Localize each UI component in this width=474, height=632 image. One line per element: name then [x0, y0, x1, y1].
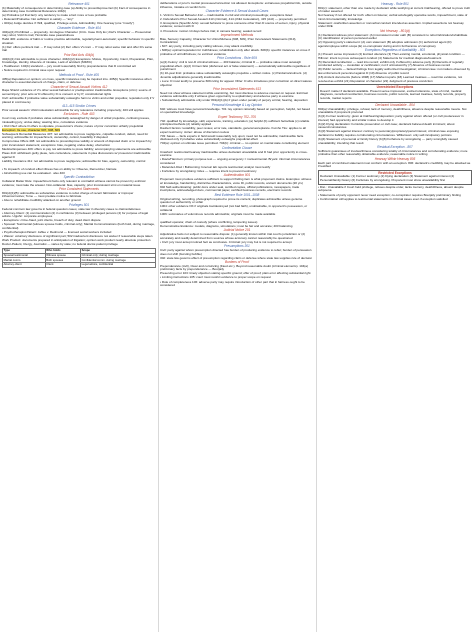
- outline-paragraph: • Forfeiture by wrongdoing: Giles — requires intent to prevent testimony: [160, 168, 257, 173]
- outline-paragraph: Daubert factors: testability, peer review, error rate, standards, general acceptance. Kumho Tire: applies to all expert testimony. Joiner: abuse of discretion review: [160, 126, 306, 134]
- section-heading: Authentication 901: [223, 173, 251, 178]
- outline-paragraph: • Civil: jury must accept noticed fact as conclusive. Criminal: jury may but is not required to accept: [160, 239, 292, 244]
- outline-paragraph: Rape Shield: evidence of V's other sexual behavior or predisposition inadmissible. Exceptions (crim): source of semen/injury; prior acts w/ D offered by D re consent or by P; constitutional rights: [2, 88, 152, 97]
- outline-column-middle: [160, 2, 314, 288]
- outline-paragraph: (b)(4) Statement of personal or family history (b)(6) Forfeiture by wrongdoing — party wrongfully caused unavailability, intending that result: [318, 137, 458, 145]
- outline-paragraph: 804(a) Unavailability: privilege, refusal, lack of memory, death/illness, absence despite reasonable means. Not unavailable if proponent procured: [318, 106, 467, 115]
- outline-paragraph: 4. Procedure: motion 14 days before trial; in camera hearing; sealed record: [160, 28, 262, 33]
- section-heading: Methods of Proof - Rule 405: [59, 72, 99, 77]
- section-heading: Specific Contradiction: [63, 175, 95, 180]
- section-heading: Declarant Unavailable - 804: [375, 102, 415, 107]
- column-divider: [158, 0, 159, 632]
- outline-paragraph: Adjudicative facts not subject to reasonable dispute: (1) generally known within trial court's jurisdiction or (2) accurately and readily determined from sources whose accuracy cannot reasonably be questioned: [160, 232, 306, 240]
- table-header: Who holds: [45, 248, 80, 253]
- section-heading: Judicial Notice 201: [223, 228, 251, 233]
- outline-paragraph: • Spousal: Testimonial (witness spouse holds, criminal only); Marital Communications (both hold, during marriage, confidential): [2, 222, 155, 230]
- table-cell: Attorney-client: [3, 263, 46, 268]
- outline-paragraph: • Huddleston: 104(b) standard — jury could reasonably find by preponderance that D committed act: [2, 64, 137, 69]
- outline-paragraph: Doctor-Patient, Clergy, Journalist — varies by state; no federal doctor-patient privilege: [2, 242, 118, 247]
- outline-paragraph: 801(c): statement, other than one made by declarant while testifying at current trial/hearing, offered to prove truth of matter asserted: [318, 5, 471, 14]
- outline-paragraph: Court may exclude if probative value substantially outweighed by danger of unfair prejudice, confusing issues, misleading jury, undue delay, wasting time, cumulative evidence: [2, 116, 150, 124]
- outline-paragraph: Demonstrative Evidence: models, diagrams, simulations; must be fair and accurate; 403 balancing: [160, 223, 293, 228]
- outline-column-right: [318, 2, 472, 202]
- outline-paragraph: 404(b)(1) Not admissible to prove character. 404(b)(2) Exceptions: Motive, Opportunity, Intent, Preparation, Plan, Knowledge, Identity, Absence of mistake, Lack of accident (MIMIC): [2, 56, 154, 65]
- section-heading: Character of Sexual Assault Victims 412: [50, 84, 108, 89]
- outline-paragraph: Bias, Sensory Capacity, Character for Untruthfulness (608, 609), Prior Inconsistent Statements (613), Contradiction: [160, 36, 297, 45]
- section-heading: Hearsay - Rule 801: [381, 1, 409, 6]
- section-heading: Personal Knowledge & Lay Opinion: [211, 102, 263, 107]
- outline-paragraph: • Exceptions: crime-fraud, joint clients, breach of duty, dead client dispute: [2, 218, 101, 223]
- table-cell: Spousal testimonial: [3, 253, 46, 258]
- outline-paragraph: • Relevant/Probative: Not sufficient to satisfy — "any": [2, 17, 74, 22]
- outline-paragraph: qualified operator, chain of custody (where conflicting, tampering issues): [160, 219, 258, 224]
- section-heading: Character Evidence - Rule 404: [57, 25, 101, 30]
- section-heading: Presumptions 301: [224, 244, 250, 249]
- outline-paragraph: 703: bases — facts experts in field would reasonably rely upon; need not be admissible; inadmissible facts disclosed only if probative value substantially outweighs prejudicial effect: [160, 133, 304, 142]
- section-heading: Expert Testimony 702–705: [218, 114, 256, 119]
- outline-paragraph: • Attorney-Client: (1) communication (2) in confidence (3) between privileged persons (4) for purpose of legal advice. Upjohn: corporate employees: [2, 210, 149, 219]
- outline-paragraph: • Notice required in criminal case upon request: [2, 68, 66, 73]
- outline-paragraph: Liability Insurance 411: not admissible to prove negligence; admissible for bias, agency, ownership, control: [2, 158, 146, 163]
- table-header: Scope: [81, 248, 156, 253]
- outline-paragraph: Original writing, recording, photograph required to prove its content; duplicates admissible unless genuine question of authenticity or unfair: [160, 196, 303, 205]
- outline-paragraph: (16) Ancient documents (before 1998) (17) Market reports (18) Learned treatises — read into evidence, not received as exhibit (21) Reputation of character (22) Judgment of previous conviction: [318, 74, 463, 83]
- outline-paragraph: 1004: other evidence OK if originals lost/destroyed (not bad faith), unobtainable, in opponent's possession, or collateral: [160, 204, 308, 212]
- outline-paragraph: deliberations or juror's mental processes/connection not allowed. Exceptions: extraneous prejudicial info, outside influence, mistake on verdict form: [160, 1, 312, 9]
- outline-paragraph: • Substantively admissible only under 801(d)(1)(A) if given under penalty of perjury at trial, hearing, deposition: [160, 98, 308, 103]
- outline-paragraph: 405(a) Reputation or opinion; on cross, specific instances may be inquired into. 405(b) Specific instances when character is essential element of charge, claim, or defense: [2, 76, 152, 85]
- box-title: Restricted Exceptions: [378, 170, 412, 175]
- outline-paragraph: (5) Recorded recollection — read into record; exhibit only if offered by adverse party (6) Records of regularly conducted activity — custodian or certification; not if untrustworthy (7) Absence of business record: [318, 59, 464, 68]
- table-header: Type: [3, 248, 46, 253]
- box-text: Doesn't matter if declarant available. Present sense impression, excited utterance, state of mind, medical diagnosis, recorded recollection, business records, public records, learned treatises, family records, property records, market reports: [320, 88, 466, 100]
- outline-paragraph: • Also to rehabilitate credibility attacked on another ground: [2, 198, 81, 203]
- outline-paragraph: Civil: party against whom presumption directed has burden of producing evidence to rebut; burden of persuasion does not shift (bursting bubble): [160, 247, 312, 256]
- section-heading: Prior Convictions - Rule 609: [217, 56, 257, 61]
- outline-paragraph: 704(a): opinion on ultimate issue permitted. 704(b): criminal — no opinion on mental state constituting element: [160, 141, 309, 146]
- table-cell: Client: [45, 263, 80, 268]
- outline-paragraph: 902 Self-authenticating: public docs under seal, certified copies, official publications, newspapers, trade inscriptions, acknowledged docs, commercial paper, certified business records, electronic records: [160, 184, 300, 193]
- exception-box: [318, 170, 472, 185]
- section-heading: Exclusions - Rule 403: [63, 112, 95, 117]
- outline-paragraph: (b)(2) Dying declaration: homicide prosecution or civil case; declarant believed death imminent; about cause/circumstances: [318, 121, 455, 130]
- outline-paragraph: (1) Present sense impression (2) Excited utterance (3) Then-existing mental, emotional, physical condition — Hillmon: intent to prove subsequent conduct (4) Statements for medical diagnosis/treatment: [318, 52, 465, 60]
- outline-paragraph: 702: qualified by knowledge, skill, experience, training, education; (a) helpful (b) sufficient facts/data (c) reliable principles/methods (d) reliably applied: [160, 118, 310, 127]
- outline-paragraph: Statement: oral/written assertion or nonverbal conduct intended as assertion. Implied assertions not hearsay under FRE: [318, 20, 464, 29]
- outline-paragraph: • Davis/Hammon: primary purpose test — ongoing emergency = nontestimonial. Bryant: informal circumstances considered: [160, 157, 311, 165]
- table-cell: Legal advice, confidential: [81, 263, 156, 268]
- table-cell: Marital comm.: [3, 258, 46, 263]
- box-text: Declarant Unavailable: (1) Former testimony (2) Dying declaration (3) Statement against interest (4) Personal/family history (6) Forfeiture by wrongdoing. Proponent must show unavailability first: [320, 174, 455, 182]
- outline-paragraph: (1) Def. offers pertinent trait → P may rebut (2) Def. offers V's trait → P may rebut same trait and offer D's same trait: [2, 44, 153, 53]
- outline-paragraph: Pleas 410: withdrawn guilty pleas, nolo contendere, statements in plea discussions w/ prosecutor inadmissible against D: [2, 151, 151, 159]
- section-heading: Impeachment Methods: [220, 32, 254, 37]
- outline-paragraph: • 608(a): opinion/reputation for truthfulness; rehabilitation only after attack. 608(b): specific instances on cross if probative of untruthfulness; no extrinsic evidence: [160, 48, 310, 56]
- outline-paragraph: Preserving error 103: timely objection stating specific ground; offer of proof; plain error affecting substantial right: [160, 271, 311, 276]
- outline-paragraph: Not hearsay if not offered for truth: effect on listener, verbal acts/legally operative words, impeachment, state of mind circumstantially, knowledge: [318, 13, 468, 21]
- outline-paragraph: Each part of combined statement must conform with an exception. 806: declarant's credibility may be attacked as if testified: [318, 160, 471, 169]
- outline-paragraph: • Luce: D must testify to preserve 609 ruling for appeal. Ohler: D who introduces prior conviction on direct waives objection: [160, 79, 312, 87]
- highlighted-text: Exception: Its use, character 607, 608, 609: [2, 127, 60, 132]
- outline-paragraph: • Dist.: Unavailable if Court held privilege, refuses despite order, lacks memory, death/illness, absent despite subpoena: [318, 184, 464, 193]
- outline-paragraph: • 404(a) Judge decides if: Will, qualified, Privilege exists, Admissibility, One hearsay (one "mostly"): [2, 21, 135, 26]
- outline-paragraph: • Confrontation still applies to testimonial statements in criminal cases even if exception satisfied: [318, 196, 448, 201]
- outline-paragraph: 801(d)(1)(B): admissible as substantive evidence to rebut charge of recent fabrication or improper influence/motive; Tome — must predate motive to fabricate: [2, 190, 134, 199]
- section-heading: Not Hearsay - 801(d): [380, 28, 410, 33]
- table-cell: Both spouses: [45, 258, 80, 263]
- outline-paragraph: • Limiting instructions 105: court must restrict evidence to proper scope on request: [160, 275, 271, 280]
- table-cell: Witness spouse: [45, 253, 80, 258]
- outline-paragraph: • 607: any party, including party calling witness, may attack credibility: [160, 44, 253, 49]
- outline-paragraph: Federal common law governs in federal question cases; state law in diversity cases re claims/defenses: [2, 206, 141, 211]
- outline-paragraph: Sufficient guarantees of trustworthiness considering totality of circumstances and corroborating evidence; more probative than other reasonably obtainable evidence; reasonable notice in writing: [318, 148, 468, 157]
- outline-paragraph: (b) Materiality of consequence in determining case (a) Ability to prove/disprove fact (b) Fact of consequence in determining case Conditional Relevance 104(b): [2, 5, 151, 14]
- outline-paragraph: • Waiver: voluntary disclosure of significant part; 502 inadvertent disclosure not waiver if reasonable steps taken: [2, 234, 153, 239]
- outline-paragraph: Habit 406: evidence of habit or routine practice admissible, regularity/semi-automatic; specific behavior in specific situation: [2, 37, 155, 45]
- box-title: Unrestricted Exceptions: [376, 85, 414, 90]
- exception-box: [318, 84, 472, 103]
- outline-column-left: [2, 2, 156, 269]
- outline-paragraph: 404(a)(1) Prohibited — propensity. 1st degree Character (Crim. Case Only Ex.) Def's Character — Prosecution may rebut; Victim's trait; Homicide case peacefulness: [2, 29, 152, 38]
- section-heading: Character Evidence & Sexual Assault Cases: [205, 8, 269, 13]
- outline-paragraph: • Melendez-Diaz / Bullcoming: forensic lab reports testimonial; analyst must testify: [160, 164, 271, 169]
- outline-paragraph: (a)(1) Felony: civil & non-D criminal witness — 403 balance; criminal D — probative value must outweigh prejudicial effect. (a)(2) Crimen falsi (dishonest act or false statement) — automatically admissible regardless of punishment: [160, 60, 311, 72]
- outline-paragraph: Medical Expenses 409: offers to pay not admissible to prove liability; accompanying statements are admissible: [2, 147, 151, 152]
- outline-paragraph: Work Product: documents prepared in anticipation of litigation; opinion work product nearly absolute protection: [2, 238, 151, 243]
- outline-paragraph: Crawford: testimonial hearsay inadmissible unless declarant unavailable and D had prior opportunity to cross-examine: [160, 149, 308, 158]
- section-heading: Exceptions Regardless of Availability - 803: [364, 48, 426, 53]
- outline-paragraph: • Psychotherapist-Patient: Jaffee v. Redmond — licensed social workers included: [2, 230, 112, 235]
- outline-paragraph: Proponent must produce evidence sufficient to support finding item is what proponent claims. Examples: witness w/ knowledge, handwriting, distinctive characteristics, voice ID, public records, ancient documents (20 yrs): [160, 177, 312, 185]
- outline-paragraph: Preponderance (civil), Clear and convincing (fraud etc.), Beyond reasonable doubt (criminal elements). 104(a) preliminary facts by preponderance — Bourjaily: [160, 263, 309, 272]
- section-heading: Prior Consistent Statements: [59, 186, 99, 191]
- outline-paragraph: • Rule of completeness 106: adverse party may require introduction of other part that in fairness ought to be considered: [160, 279, 305, 288]
- section-heading: Relevance 401: [68, 1, 90, 6]
- outline-paragraph: Collateral Matter Rule: impeachment facts only relevant to contradict witness cannot be proven by extrinsic evidence; must take the answer. Non-collateral: bias, capacity, prior inconsistent stmt on material issue: [2, 179, 146, 187]
- section-heading: Prior Inconsistent Statements 613: [213, 86, 261, 91]
- outline-paragraph: Need not show witness statement while examining, but must disclose to adverse counsel on request. Extrinsic evidence admissible only if witness given opportunity to explain/deny and adverse party to examine: [160, 90, 309, 99]
- section-heading: Burdens of Proof: [225, 259, 249, 264]
- section-heading: Best Evidence Rule 1001–1008: [214, 192, 260, 197]
- outline-paragraph: 1006: summaries of voluminous records admissible; originals must be made available: [160, 211, 276, 216]
- outline-paragraph: • To impeach: of conduct effect illness has on ability to: Observe, Remember, Narrate: [2, 166, 117, 171]
- section-heading: Hearsay Within Hearsay 805: [374, 156, 416, 161]
- outline-paragraph: (b)(3) Statement against interest: contrary to pecuniary/proprietary/penal interest; criminal case exposing declarant to liability requires corroborating circumstances. Williamson: only self-inculpatory portions: [318, 129, 459, 137]
- table-cell: Criminal only; during marriage: [81, 253, 156, 258]
- outline-paragraph: (8) Public records — factual findings from legally authorized investigation; criminal case: not matters observed by law enforcement personnel against D (10) Absence of public record: [318, 67, 471, 75]
- outline-paragraph: • Old Chief: where D offers to stipulate, prosecution's choice; nature of prior conviction unfairly prejudicial: [2, 123, 144, 128]
- outline-paragraph: Prior sexual assault / child molestation admissible for any relevance including propensity; 403 still applies: [2, 107, 144, 112]
- outline-paragraph: (b)(1) Former testimony: given at trial/hearing/deposition; party against whom offered (or civil predecessor in interest) had opportunity and similar motive to develop it: [318, 114, 464, 122]
- outline-paragraph: 1. Victim's Sexual Behavior 412 — inadmissible in civil and criminal proceedings; exceptions listed: [160, 12, 293, 17]
- section-heading: Residual Exception - 807: [377, 144, 413, 149]
- outline-paragraph: 602: witness must have personal knowledge. 701: lay opinion rationally based on perception, helpful, not based on specialized knowledge: [160, 106, 311, 115]
- outline-paragraph: 302: state law governs effect of presumption regarding claim or defense where state law supplies rule of decision: [160, 255, 313, 260]
- table-cell: Confidential comm. during marriage: [81, 258, 156, 263]
- privilege-table: [2, 248, 156, 268]
- outline-paragraph: (1) Declarant-witness prior statement: (A) inconsistent under oath (B) consistent to rebut fabrication/rehabilitate (C) identification of person perceived earlier: [318, 32, 468, 41]
- section-heading: 413–415 Similar Crimes: [61, 103, 96, 108]
- section-heading: Confrontation Clause: [222, 145, 252, 150]
- outline-paragraph: Subsequent Remedial Measures 407: not admissible to prove negligence, culpable conduct, defect, need for warning; admissible for impeachment, ownership, control, feasibility if disputed: [2, 131, 149, 140]
- outline-paragraph: • Statements of party opponent never need exception; co-conspirator requires Bourjaily preliminary finding: [318, 192, 461, 197]
- section-heading: Prior Bad Acts 404(b): [63, 52, 95, 57]
- outline-paragraph: 3. Exceptions (Specific Acts): sexual behavior to prove someone other than D source of semen, injury, physical evidence; consent with D: [160, 20, 310, 29]
- section-heading: Privileges 501: [68, 202, 90, 207]
- outline-paragraph: • Alcohol/drug use can be evaluated · also 403: [2, 170, 65, 175]
- column-divider: [316, 0, 317, 632]
- outline-paragraph: Civil: admissible if probative value substantially outweighs harm to victim and unfair prejudice; reputation only if V placed in controversy: [2, 96, 155, 104]
- outline-paragraph: (2) Opposing party's statement: (A) own statement (B) adoptive admission (C) authorized agent (D) agent/employee within scope (E) co-conspirator during and in furtherance of conspiracy: [318, 40, 452, 48]
- outline-paragraph: (a) Probative (of that fact): any tendency to make a fact more or less probable: [2, 13, 107, 18]
- outline-paragraph: (b) 10-year limit: probative value substantially outweighs prejudice + written notice. (c) Pardon/annulment. (d) Juvenile adjudications generally inadmissible: [160, 71, 307, 79]
- table-row: [3, 263, 156, 268]
- outline-paragraph: 2. Defendant's Prior Sexual Assault 413 (criminal), 414 (child molestation), 415 (civil) — propensity permitted: [160, 16, 307, 21]
- outline-paragraph: Compromise Offers 408: not admissible to prove/disprove validity or amount of disputed claim or to impeach by prior inconsistent statement; exceptions: bias, negating undue delay, obstruction: [2, 139, 152, 147]
